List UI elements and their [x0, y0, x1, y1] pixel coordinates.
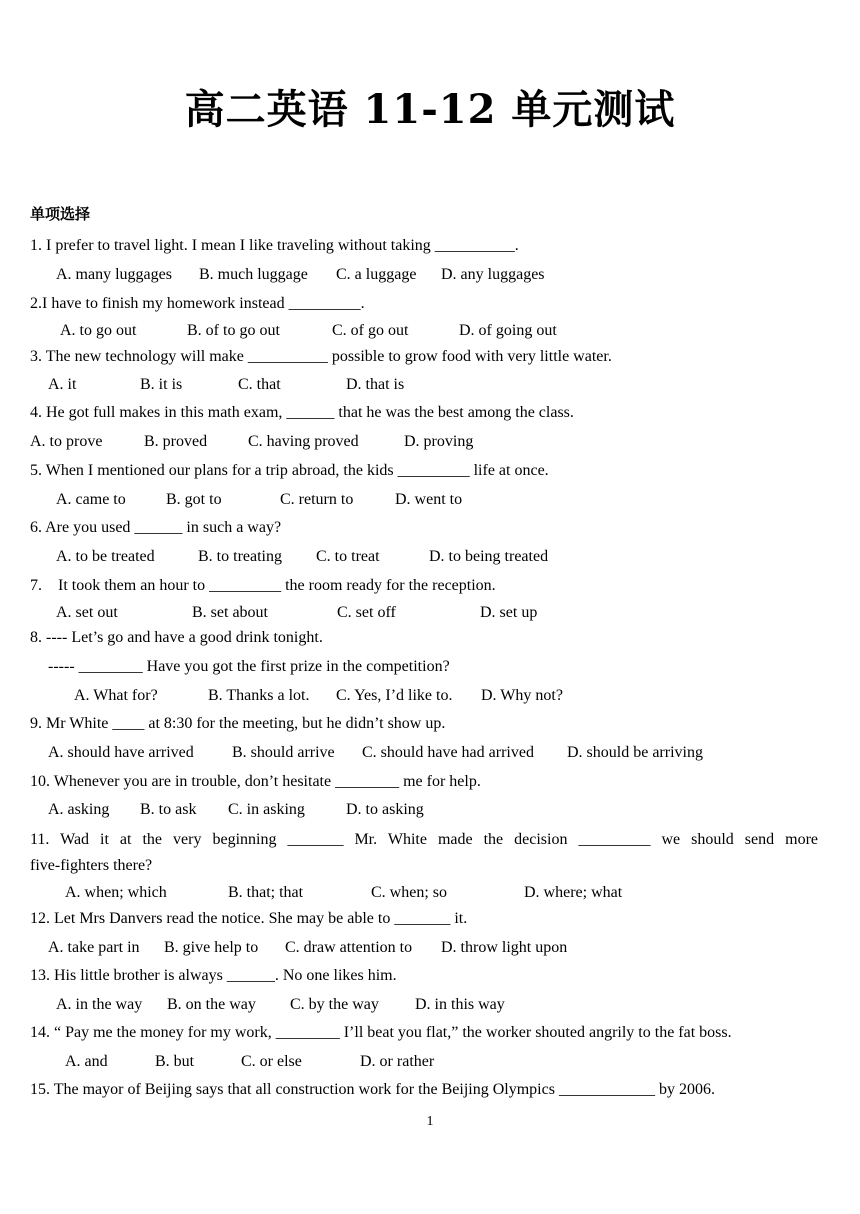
q3-option-d: D. that is	[346, 376, 405, 393]
q1-option-b: B. much luggage	[199, 266, 308, 283]
q3-option-b: B. it is	[140, 376, 183, 393]
question-8-response: ----- ________ Have you got the first prize in the competition?	[48, 658, 450, 675]
q2-option-a: A. to go out	[60, 322, 137, 339]
q9-option-b: B. should arrive	[232, 744, 335, 761]
q3-option-c: C. that	[238, 376, 281, 393]
q1-option-c: C. a luggage	[336, 266, 417, 283]
q13-option-c: C. by the way	[290, 996, 379, 1013]
q11-option-b: B. that; that	[228, 884, 304, 901]
q13-option-d: D. in this way	[415, 996, 505, 1013]
question-6-stem: 6. Are you used ______ in such a way?	[30, 519, 282, 536]
q14-option-a: A. and	[65, 1053, 108, 1070]
q4-option-a: A. to prove	[30, 433, 103, 450]
page-title: 高二英语 11-12 单元测试	[184, 86, 676, 133]
q12-option-c: C. draw attention to	[285, 939, 413, 956]
question-10-stem: 10. Whenever you are in trouble, don’t hesitate ________ me for help.	[30, 773, 481, 790]
q9-option-d: D. should be arriving	[567, 744, 703, 761]
q2-option-d: D. of going out	[459, 322, 557, 339]
q4-option-c: C. having proved	[248, 433, 359, 450]
q14-option-c: C. or else	[241, 1053, 302, 1070]
q6-option-b: B. to treating	[198, 548, 282, 565]
q6-option-a: A. to be treated	[56, 548, 155, 565]
q8-option-a: A. What for?	[74, 687, 158, 704]
question-5-stem: 5. When I mentioned our plans for a trip abroad, the kids _________ life at once.	[30, 462, 549, 479]
q9-option-a: A. should have arrived	[48, 744, 194, 761]
question-4-stem: 4. He got full makes in this math exam, ______ that he was the best among the class.	[30, 404, 574, 421]
q1-option-d: D. any luggages	[441, 266, 545, 283]
q10-option-c: C. in asking	[228, 801, 305, 818]
q4-option-d: D. proving	[404, 433, 474, 450]
question-1-stem: 1. I prefer to travel light. I mean I like traveling without taking __________.	[30, 237, 519, 254]
question-9-stem: 9. Mr White ____ at 8:30 for the meeting, but he didn’t show up.	[30, 715, 446, 732]
q9-option-c: C. should have had arrived	[362, 744, 534, 761]
question-15-stem: 15. The mayor of Beijing says that all construction work for the Beijing Olympics ____________ by 2006.	[30, 1081, 715, 1098]
q2-option-c: C. of go out	[332, 322, 409, 339]
q13-option-a: A. in the way	[56, 996, 143, 1013]
q13-option-b: B. on the way	[167, 996, 256, 1013]
q5-option-a: A. came to	[56, 491, 126, 508]
q8-option-b: B. Thanks a lot.	[208, 687, 310, 704]
section-heading: 单项选择	[30, 205, 91, 223]
question-12-stem: 12. Let Mrs Danvers read the notice. She may be able to _______ it.	[30, 910, 468, 927]
q6-option-d: D. to being treated	[429, 548, 549, 565]
page-number: 1	[426, 1114, 434, 1129]
q6-option-c: C. to treat	[316, 548, 380, 565]
q10-option-d: D. to asking	[346, 801, 424, 818]
q11-option-a: A. when; which	[65, 884, 167, 901]
q8-option-c: C. Yes, I’d like to.	[336, 687, 453, 704]
question-11-stem-continued: five-fighters there?	[30, 857, 153, 874]
q10-option-b: B. to ask	[140, 801, 197, 818]
q11-option-c: C. when; so	[371, 884, 447, 901]
q7-option-d: D. set up	[480, 604, 538, 621]
q7-option-b: B. set about	[192, 604, 268, 621]
q12-option-d: D. throw light upon	[441, 939, 568, 956]
q11-option-d: D. where; what	[524, 884, 623, 901]
q4-option-b: B. proved	[144, 433, 208, 450]
question-14-stem: 14. “ Pay me the money for my work, ________ I’ll beat you flat,” the worker shouted angrily to the fat boss.	[30, 1024, 732, 1041]
q5-option-b: B. got to	[166, 491, 222, 508]
q7-option-a: A. set out	[56, 604, 118, 621]
q12-option-a: A. take part in	[48, 939, 140, 956]
q7-option-c: C. set off	[337, 604, 396, 621]
q14-option-d: D. or rather	[360, 1053, 435, 1070]
question-3-stem: 3. The new technology will make __________ possible to grow food with very little water.	[30, 348, 612, 365]
q2-option-b: B. of to go out	[187, 322, 280, 339]
question-2-stem: 2.I have to finish my homework instead _________.	[30, 295, 365, 312]
q3-option-a: A. it	[48, 376, 77, 393]
question-8-stem: 8. ---- Let’s go and have a good drink tonight.	[30, 629, 323, 646]
q10-option-a: A. asking	[48, 801, 110, 818]
question-13-stem: 13. His little brother is always ______. No one likes him.	[30, 967, 397, 984]
q8-option-d: D. Why not?	[481, 687, 563, 704]
q14-option-b: B. but	[155, 1053, 195, 1070]
q12-option-b: B. give help to	[164, 939, 259, 956]
question-11-stem: 11. Wad it at the very beginning _______ Mr. White made the decision _________ we should send more	[30, 831, 818, 848]
q5-option-d: D. went to	[395, 491, 463, 508]
q1-option-a: A. many luggages	[56, 266, 172, 283]
q5-option-c: C. return to	[280, 491, 354, 508]
question-7-stem: 7. It took them an hour to _________ the room ready for the reception.	[30, 577, 496, 594]
